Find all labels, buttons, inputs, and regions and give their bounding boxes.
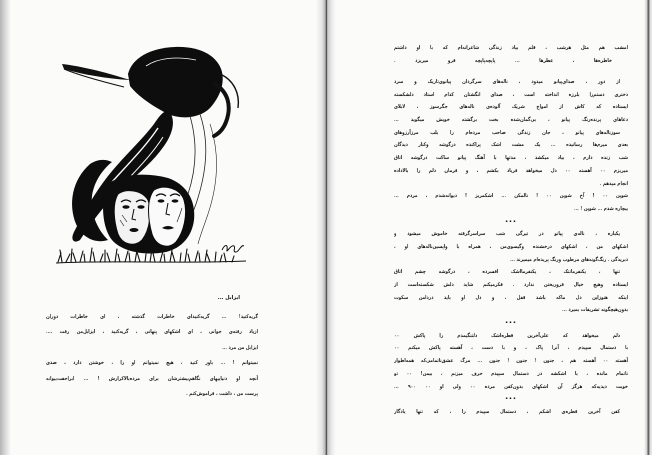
text-line: نمیتوانم ! ... باور کنید ، هیچ نمیتوانم او را ، خوشتن دارد ، صدی	[46, 360, 258, 367]
signature	[222, 246, 244, 253]
section-separator: •••	[505, 396, 517, 403]
text-line: تنها ، یکنفر‌ماتنک ، یکنفر‌مااشک افسرده ، درگوشه چشم اتاق	[394, 269, 620, 276]
text-line: شوپن ۰۰ ! آخ شوپن ۰۰ ! نالمکن ... اشکمریز ! دیوانه‌شدم ، مردم ...	[394, 193, 628, 200]
text-line: دختری دستم‌را بلرزه انداخته است ، صدای انگشتان کدام استاد دلشکسته	[394, 91, 628, 98]
text-line: خاطره‌ها ، عطرها ... پاپچه‌پاپچه فرو میریزد .	[394, 58, 612, 64]
text-block	[394, 76, 628, 419]
text-line: دلم میخواهد که علی‌آخرین قطره‌اشک دلتنگیمدم را پاکش ۰۰	[394, 332, 620, 339]
text-line: اشکهای من ، اشکهای درخشنده وگیسوی‌من ، همراه با واپسین‌ناله‌های او ،	[394, 243, 628, 250]
illustration-masks	[103, 175, 194, 254]
section-separator: •••	[505, 218, 517, 225]
text-line: کفن آخرین قطره‌ی اشکم ، دستمال سپیدم را ، که تنها یادگار	[394, 408, 620, 415]
chapter-title: ایزابل ...	[217, 295, 240, 301]
text-block	[394, 42, 628, 68]
text-line: با دستمال سپیدم ، آنرا پاک ، و با دست ، آهسته پاکش میکنم ۰۰	[394, 345, 628, 352]
text-block	[46, 310, 258, 402]
page-edge-right	[644, 0, 652, 455]
text-line: انجام میدهم .	[599, 180, 628, 187]
section-separator: •••	[505, 320, 517, 327]
text-line: بیچاره شدم ... شوپن ! ...	[573, 205, 628, 212]
text-line: یکباره ، ناله‌ی پیانو در تیرگی شب سراسرگرفته خاموش میشود و	[394, 231, 620, 238]
text-line: ازیاد رفته‌ی جوانی ، ای اشکهای پنهانی ، گریه‌کنید ، ایزابل‌من رفت ....	[46, 329, 258, 336]
text-line: بدون‌هیچگونه تشریفات بمیرد ...	[562, 307, 628, 314]
text-line: گریه‌کنید! ... گریه‌کنیدای خاطرات گذشته ، ای خاطرات دوران	[46, 314, 258, 320]
right-page	[333, 0, 645, 455]
text-line: ایزابل من مرد ...	[222, 344, 258, 351]
text-line: ایستاده که کاش از امواج شریک آلوده‌ی ناله‌های جگرسوز ، لابلای	[394, 104, 628, 111]
text-line: سوزناله‌های پیانو ، جان زندگی صاحب مرده‌ام را بلب مرزآرزوهای	[394, 129, 620, 136]
text-line: اینکه هنوزاین دل ماکه باشد قفل ، و دل او باید دردامن سکوت	[394, 294, 628, 301]
text-line: شب زنده دارم ، بیاد میکشد ، مدتها با آهنگ پیانو ساکت درگوشه اتاق	[394, 155, 628, 162]
text-line: پرست من ، داشت ، فراموش‌کنم .	[186, 390, 258, 397]
text-line: میریزم ۰۰ آهسته ۰۰ دل میخواهد فریاد بکشم ، و فرمان دلم را بالاداده	[394, 167, 628, 174]
text-line: ایستاده وهیچ خیال فرو‌ریختن ندارد . فکرمیکنم شاید دلش شکسته‌است از	[394, 282, 628, 288]
text-line: آهسته ۰۰ آهسته هم ، جنون ! جنون ! جنون ... مرگ عشق‌ناتمامی‌که همه‌اطوار	[394, 358, 628, 365]
text-line: خوبت دیدیه‌که هرگز آن اشکهای بدون‌کفن مرده ۰۰ ولی او ۰۰ ۹۰۰ ...	[394, 383, 628, 390]
text-line: ناتمام مانده ، با اشکشه در دستمال سپیدم حرف میزنم ، بیمن! ۰۰ تو	[394, 370, 628, 377]
text-line: دعاهای پرنده‌رنگ پیانو ، بی‌گمان‌شده بخت برگشته خویش میگوید ...	[394, 117, 628, 124]
text-line: آنچه او دنیاییهای نگاهم‌بیشترشان برای مرده‌بالاکرارش ! ... ابراحفت‌بیوانه	[46, 375, 258, 382]
text-line: دبریدگی . رنگ‌گونه‌های مرطوب ورنگ پریده‌ام میمیرند ...	[510, 256, 628, 263]
left-page	[0, 0, 318, 455]
text-line: بعدی میرم‌ها رسانیده ... یک مشت اشک پراکنده درگوشه وکنار دیدگان	[394, 142, 628, 149]
text-line: از دور ، صدای‌پیانو میدود ، ناله‌های سرگردان پیانوی‌تاریک و سرد	[394, 79, 620, 85]
text-line: امشب هم مثل هرشب ، قلم بیاد زندگی شاعرانه‌ام که با او داشتم	[394, 45, 628, 51]
illustration	[50, 44, 255, 269]
